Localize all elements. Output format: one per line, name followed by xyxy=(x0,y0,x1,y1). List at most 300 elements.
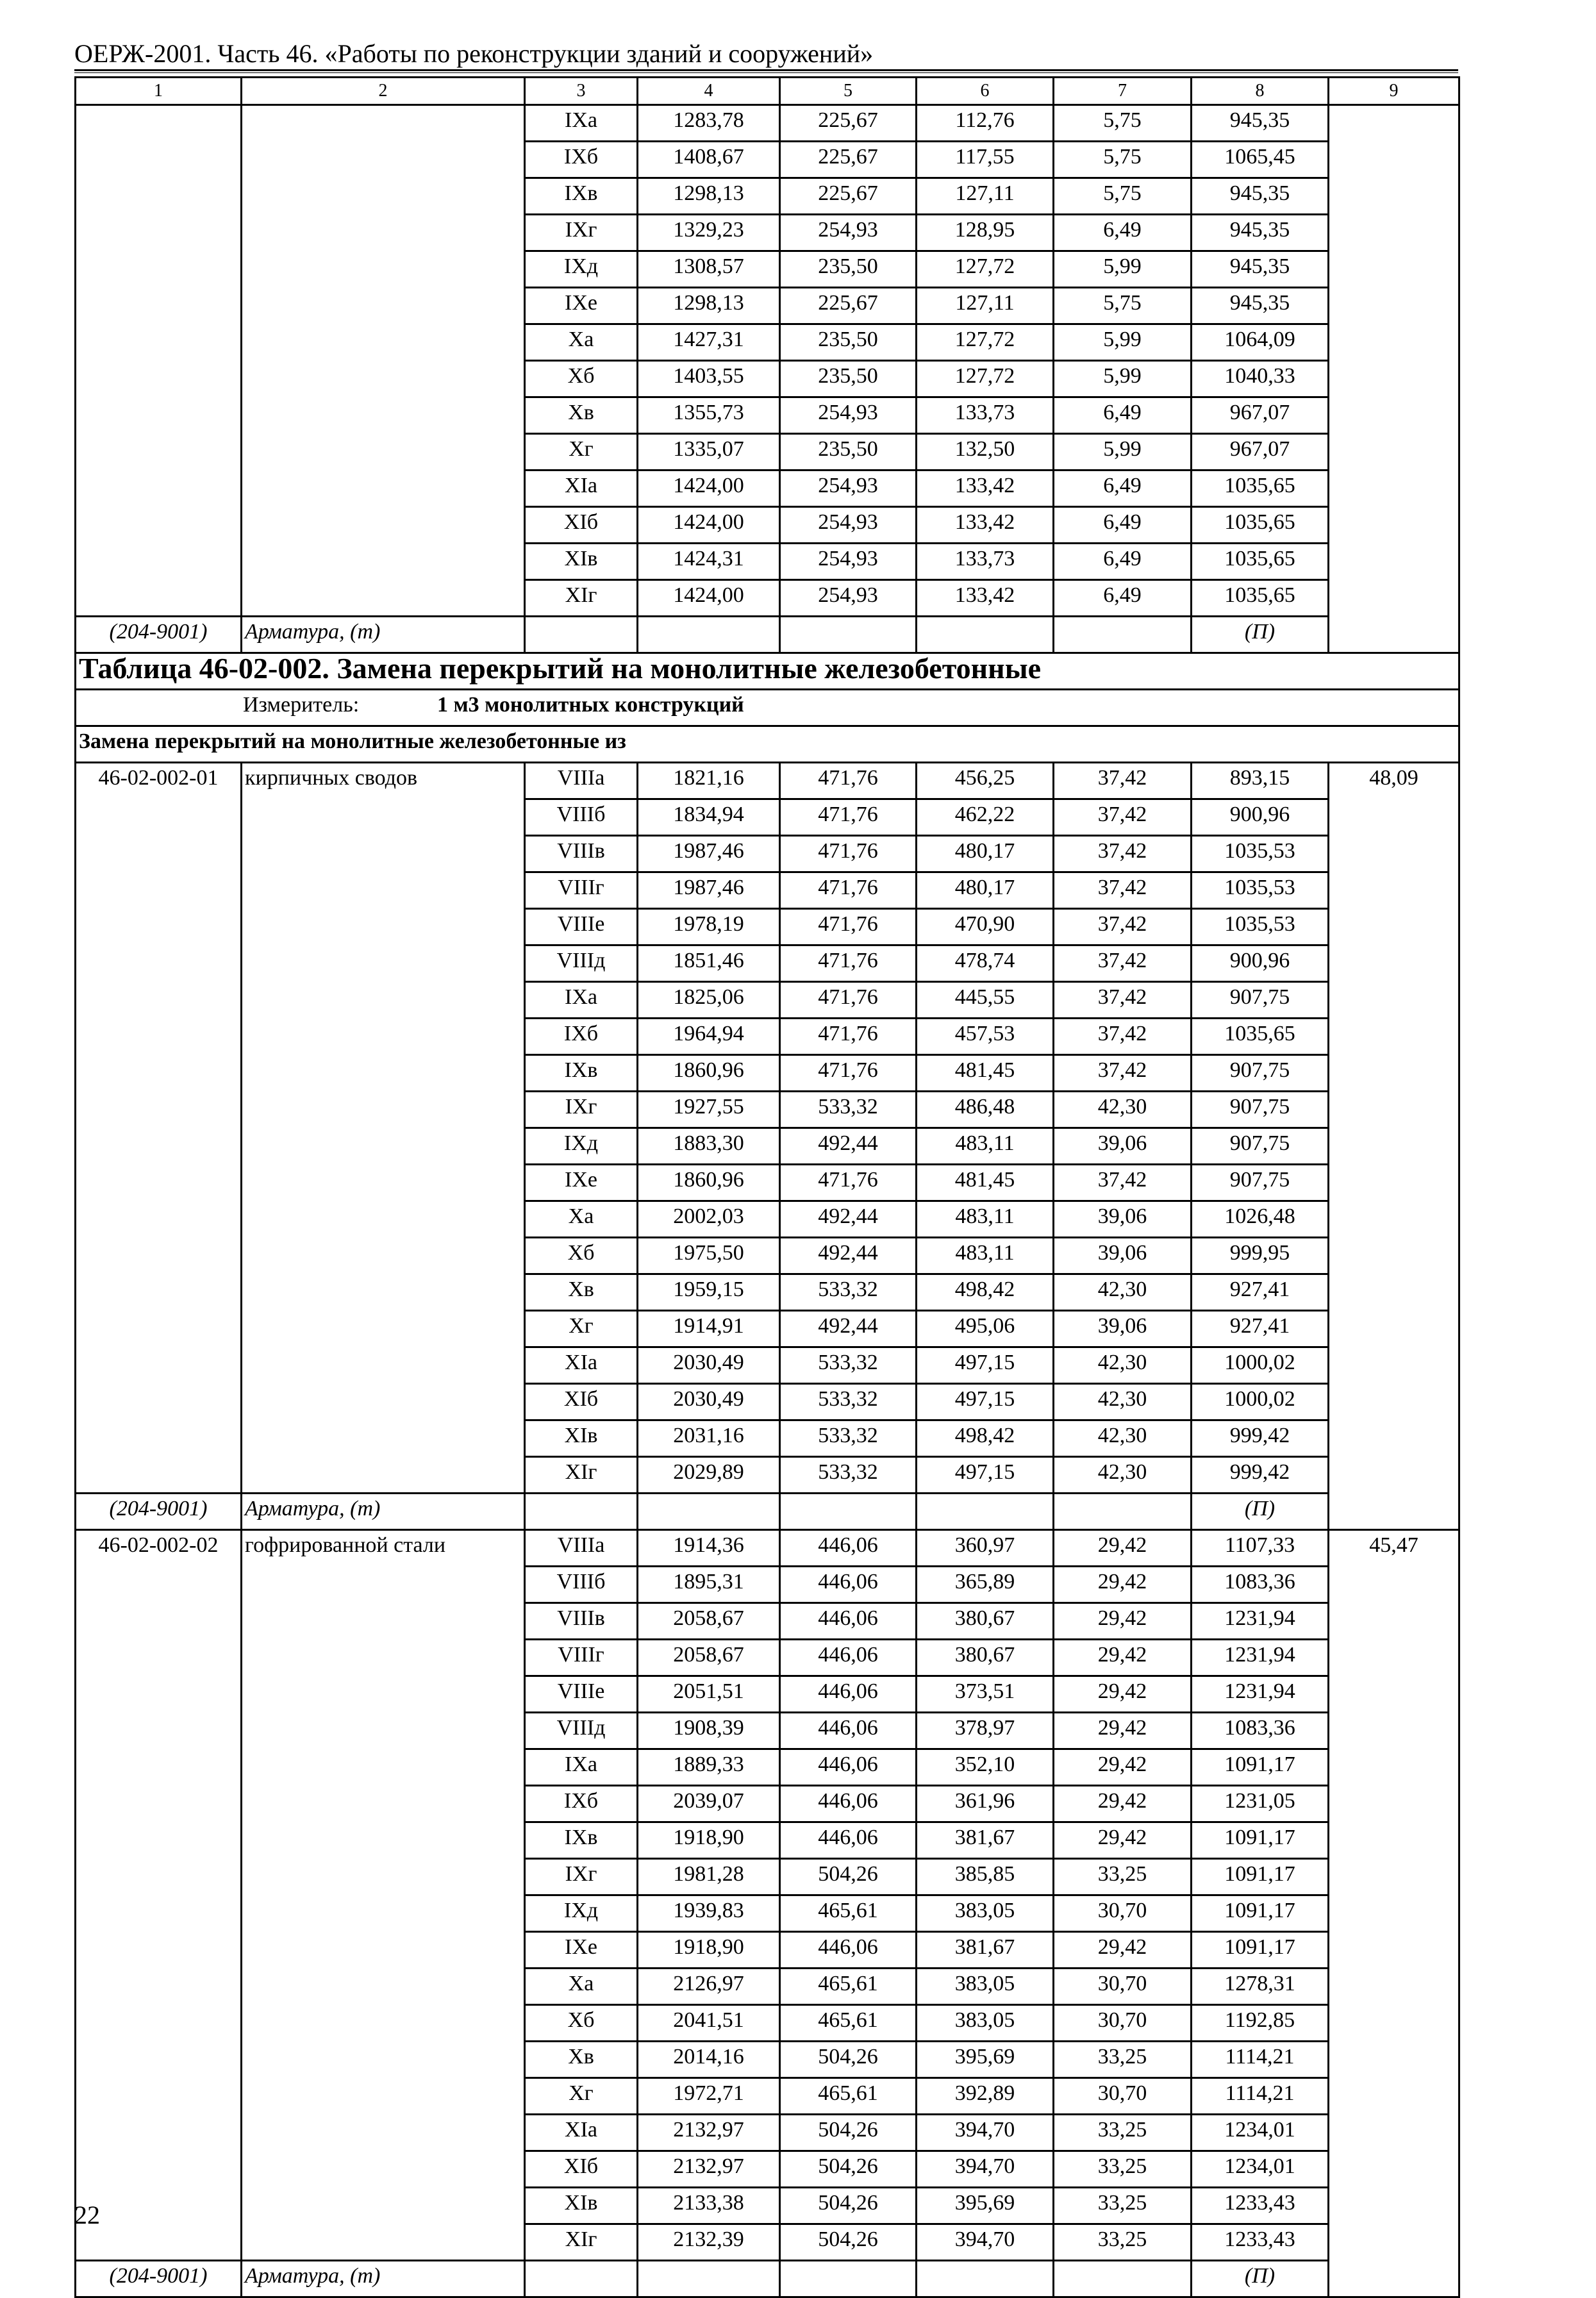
value-cell: 2041,51 xyxy=(638,2005,780,2042)
zone-cell: IXв xyxy=(525,1822,638,1859)
value-cell: 1035,65 xyxy=(1192,544,1329,580)
value-cell: 5,75 xyxy=(1054,178,1192,215)
value-cell: 504,26 xyxy=(780,2115,917,2151)
value-cell: 1065,45 xyxy=(1192,142,1329,178)
header-rule-thin xyxy=(74,72,1458,73)
value-cell: 33,25 xyxy=(1054,1859,1192,1895)
value-cell: 1091,17 xyxy=(1192,1859,1329,1895)
value-cell: 254,93 xyxy=(780,507,917,544)
value-cell: 127,11 xyxy=(917,288,1054,324)
value-cell: 29,42 xyxy=(1054,1822,1192,1859)
value-cell: 471,76 xyxy=(780,872,917,909)
value-cell: 1927,55 xyxy=(638,1092,780,1128)
value-cell: 5,75 xyxy=(1054,288,1192,324)
zone-cell: Xа xyxy=(525,324,638,361)
meter-label: Измеритель: xyxy=(243,693,360,717)
value-cell: 39,06 xyxy=(1054,1201,1192,1238)
zone-cell: Xг xyxy=(525,1311,638,1347)
value-cell: 446,06 xyxy=(780,1640,917,1676)
page-number: 22 xyxy=(74,2201,100,2229)
zone-cell: VIIIв xyxy=(525,836,638,872)
value-cell: 127,72 xyxy=(917,324,1054,361)
material-row xyxy=(76,1494,1459,1530)
value-cell: 254,93 xyxy=(780,544,917,580)
value-cell: 29,42 xyxy=(1054,1749,1192,1786)
value-cell: 2002,03 xyxy=(638,1201,780,1238)
zone-cell: Xв xyxy=(525,397,638,434)
value-cell: 6,49 xyxy=(1054,215,1192,251)
value-cell: 225,67 xyxy=(780,105,917,142)
value-cell: 1000,02 xyxy=(1192,1347,1329,1384)
value-cell: 2031,16 xyxy=(638,1420,780,1457)
value-cell: 483,11 xyxy=(917,1238,1054,1274)
value-cell: 498,42 xyxy=(917,1274,1054,1311)
empty-cell xyxy=(917,617,1054,653)
material-code: (204-9001) xyxy=(76,2261,242,2297)
value-cell: 2133,38 xyxy=(638,2188,780,2224)
empty-cell xyxy=(525,1494,638,1530)
table-row xyxy=(76,105,1459,142)
value-cell: 29,42 xyxy=(1054,1676,1192,1713)
value-cell: 1408,67 xyxy=(638,142,780,178)
work-name: гофрированной стали xyxy=(242,1530,525,2261)
value-cell: 1035,65 xyxy=(1192,1019,1329,1055)
value-cell: 1978,19 xyxy=(638,909,780,945)
labor-cost: 48,09 xyxy=(1329,763,1459,1530)
empty-cell xyxy=(917,1494,1054,1530)
column-number: 5 xyxy=(780,78,917,105)
table-body xyxy=(76,78,1459,2297)
value-cell: 1231,94 xyxy=(1192,1603,1329,1640)
value-cell: 445,55 xyxy=(917,982,1054,1019)
zone-cell: IXа xyxy=(525,1749,638,1786)
value-cell: 254,93 xyxy=(780,470,917,507)
value-cell: 1424,00 xyxy=(638,507,780,544)
zone-cell: XIг xyxy=(525,2224,638,2261)
value-cell: 470,90 xyxy=(917,909,1054,945)
empty-cell xyxy=(780,2261,917,2297)
value-cell: 37,42 xyxy=(1054,799,1192,836)
value-cell: 1035,53 xyxy=(1192,836,1329,872)
value-cell: 1987,46 xyxy=(638,836,780,872)
zone-cell: IXд xyxy=(525,251,638,288)
value-cell: 37,42 xyxy=(1054,872,1192,909)
column-number: 3 xyxy=(525,78,638,105)
zone-cell: XIв xyxy=(525,544,638,580)
empty-cell xyxy=(638,617,780,653)
value-cell: 471,76 xyxy=(780,799,917,836)
zone-cell: VIIIе xyxy=(525,1676,638,1713)
work-name: кирпичных сводов xyxy=(242,763,525,1494)
zone-cell: IXе xyxy=(525,288,638,324)
value-cell: 999,95 xyxy=(1192,1238,1329,1274)
material-name: Арматура, (т) xyxy=(242,1494,525,1530)
value-cell: 446,06 xyxy=(780,1749,917,1786)
zone-cell: VIIIа xyxy=(525,1530,638,1567)
value-cell: 6,49 xyxy=(1054,544,1192,580)
value-cell: 254,93 xyxy=(780,580,917,617)
value-cell: 1091,17 xyxy=(1192,1932,1329,1969)
value-cell: 999,42 xyxy=(1192,1457,1329,1494)
material-flag: (П) xyxy=(1192,2261,1329,2297)
value-cell: 471,76 xyxy=(780,763,917,799)
labor-cost xyxy=(1329,105,1459,653)
value-cell: 127,72 xyxy=(917,251,1054,288)
value-cell: 1860,96 xyxy=(638,1165,780,1201)
value-cell: 1298,13 xyxy=(638,288,780,324)
value-cell: 1889,33 xyxy=(638,1749,780,1786)
value-cell: 497,15 xyxy=(917,1384,1054,1420)
value-cell: 1035,65 xyxy=(1192,470,1329,507)
value-cell: 235,50 xyxy=(780,361,917,397)
value-cell: 37,42 xyxy=(1054,909,1192,945)
value-cell: 29,42 xyxy=(1054,1530,1192,1567)
labor-cost: 45,47 xyxy=(1329,1530,1459,2297)
value-cell: 1329,23 xyxy=(638,215,780,251)
rate-code xyxy=(76,105,242,617)
value-cell: 1914,36 xyxy=(638,1530,780,1567)
value-cell: 33,25 xyxy=(1054,2188,1192,2224)
value-cell: 504,26 xyxy=(780,2188,917,2224)
value-cell: 497,15 xyxy=(917,1347,1054,1384)
zone-cell: XIа xyxy=(525,1347,638,1384)
value-cell: 132,50 xyxy=(917,434,1054,470)
value-cell: 127,72 xyxy=(917,361,1054,397)
value-cell: 29,42 xyxy=(1054,1567,1192,1603)
value-cell: 1114,21 xyxy=(1192,2042,1329,2078)
value-cell: 33,25 xyxy=(1054,2115,1192,2151)
material-row xyxy=(76,617,1459,653)
zone-cell: Xб xyxy=(525,361,638,397)
value-cell: 254,93 xyxy=(780,215,917,251)
zone-cell: Xв xyxy=(525,2042,638,2078)
value-cell: 2058,67 xyxy=(638,1603,780,1640)
zone-cell: IXе xyxy=(525,1165,638,1201)
value-cell: 900,96 xyxy=(1192,799,1329,836)
value-cell: 1091,17 xyxy=(1192,1895,1329,1932)
value-cell: 37,42 xyxy=(1054,1165,1192,1201)
value-cell: 1355,73 xyxy=(638,397,780,434)
value-cell: 471,76 xyxy=(780,1055,917,1092)
zone-cell: VIIIб xyxy=(525,799,638,836)
zone-cell: IXд xyxy=(525,1128,638,1165)
value-cell: 378,97 xyxy=(917,1713,1054,1749)
value-cell: 1972,71 xyxy=(638,2078,780,2115)
value-cell: 945,35 xyxy=(1192,251,1329,288)
zone-cell: Xг xyxy=(525,434,638,470)
value-cell: 37,42 xyxy=(1054,763,1192,799)
zone-cell: Xа xyxy=(525,1969,638,2005)
zone-cell: XIб xyxy=(525,507,638,544)
value-cell: 462,22 xyxy=(917,799,1054,836)
value-cell: 5,99 xyxy=(1054,251,1192,288)
value-cell: 446,06 xyxy=(780,1567,917,1603)
value-cell: 967,07 xyxy=(1192,434,1329,470)
value-cell: 497,15 xyxy=(917,1457,1054,1494)
zone-cell: Xг xyxy=(525,2078,638,2115)
value-cell: 5,99 xyxy=(1054,434,1192,470)
zone-cell: VIIIа xyxy=(525,763,638,799)
value-cell: 471,76 xyxy=(780,836,917,872)
value-cell: 492,44 xyxy=(780,1128,917,1165)
value-cell: 492,44 xyxy=(780,1238,917,1274)
value-cell: 394,70 xyxy=(917,2115,1054,2151)
empty-cell xyxy=(780,1494,917,1530)
value-cell: 1908,39 xyxy=(638,1713,780,1749)
value-cell: 1233,43 xyxy=(1192,2224,1329,2261)
value-cell: 533,32 xyxy=(780,1347,917,1384)
value-cell: 1234,01 xyxy=(1192,2151,1329,2188)
value-cell: 1424,31 xyxy=(638,544,780,580)
page-header: ОЕРЖ-2001. Часть 46. «Работы по реконструкции зданий и сооружений» xyxy=(74,39,874,68)
value-cell: 478,74 xyxy=(917,945,1054,982)
value-cell: 927,41 xyxy=(1192,1311,1329,1347)
value-cell: 42,30 xyxy=(1054,1274,1192,1311)
zone-cell: VIIIд xyxy=(525,1713,638,1749)
value-cell: 1981,28 xyxy=(638,1859,780,1895)
table-title-row xyxy=(76,653,1459,690)
zone-cell: Xв xyxy=(525,1274,638,1311)
value-cell: 533,32 xyxy=(780,1457,917,1494)
value-cell: 492,44 xyxy=(780,1201,917,1238)
value-cell: 446,06 xyxy=(780,1713,917,1749)
value-cell: 1035,53 xyxy=(1192,909,1329,945)
value-cell: 465,61 xyxy=(780,2078,917,2115)
column-number: 2 xyxy=(242,78,525,105)
value-cell: 5,99 xyxy=(1054,361,1192,397)
empty-cell xyxy=(1054,2261,1192,2297)
material-code: (204-9001) xyxy=(76,1494,242,1530)
column-number: 1 xyxy=(76,78,242,105)
value-cell: 33,25 xyxy=(1054,2151,1192,2188)
value-cell: 30,70 xyxy=(1054,2005,1192,2042)
value-cell: 2030,49 xyxy=(638,1347,780,1384)
value-cell: 133,42 xyxy=(917,507,1054,544)
value-cell: 380,67 xyxy=(917,1603,1054,1640)
value-cell: 945,35 xyxy=(1192,215,1329,251)
value-cell: 6,49 xyxy=(1054,470,1192,507)
value-cell: 471,76 xyxy=(780,1019,917,1055)
value-cell: 483,11 xyxy=(917,1201,1054,1238)
rates-table xyxy=(74,76,1460,2298)
value-cell: 1883,30 xyxy=(638,1128,780,1165)
value-cell: 1035,65 xyxy=(1192,507,1329,544)
zone-cell: IXв xyxy=(525,178,638,215)
value-cell: 446,06 xyxy=(780,1530,917,1567)
value-cell: 1107,33 xyxy=(1192,1530,1329,1567)
value-cell: 498,42 xyxy=(917,1420,1054,1457)
value-cell: 29,42 xyxy=(1054,1640,1192,1676)
value-cell: 392,89 xyxy=(917,2078,1054,2115)
empty-cell xyxy=(525,617,638,653)
value-cell: 495,06 xyxy=(917,1311,1054,1347)
zone-cell: XIв xyxy=(525,1420,638,1457)
value-cell: 1918,90 xyxy=(638,1932,780,1969)
value-cell: 1234,01 xyxy=(1192,2115,1329,2151)
value-cell: 1026,48 xyxy=(1192,1201,1329,1238)
value-cell: 1914,91 xyxy=(638,1311,780,1347)
zone-cell: VIIIе xyxy=(525,909,638,945)
value-cell: 39,06 xyxy=(1054,1128,1192,1165)
value-cell: 486,48 xyxy=(917,1092,1054,1128)
material-name: Арматура, (т) xyxy=(242,2261,525,2297)
column-number: 4 xyxy=(638,78,780,105)
value-cell: 471,76 xyxy=(780,1165,917,1201)
value-cell: 42,30 xyxy=(1054,1092,1192,1128)
value-cell: 1427,31 xyxy=(638,324,780,361)
value-cell: 907,75 xyxy=(1192,1128,1329,1165)
value-cell: 37,42 xyxy=(1054,982,1192,1019)
rate-code: 46-02-002-01 xyxy=(76,763,242,1494)
value-cell: 37,42 xyxy=(1054,836,1192,872)
value-cell: 383,05 xyxy=(917,1969,1054,2005)
value-cell: 1959,15 xyxy=(638,1274,780,1311)
value-cell: 1975,50 xyxy=(638,1238,780,1274)
value-cell: 133,73 xyxy=(917,397,1054,434)
value-cell: 127,11 xyxy=(917,178,1054,215)
value-cell: 533,32 xyxy=(780,1092,917,1128)
value-cell: 492,44 xyxy=(780,1311,917,1347)
value-cell: 1987,46 xyxy=(638,872,780,909)
value-cell: 1231,94 xyxy=(1192,1640,1329,1676)
meter-value: 1 м3 монолитных конструкций xyxy=(437,693,744,717)
value-cell: 380,67 xyxy=(917,1640,1054,1676)
value-cell: 1114,21 xyxy=(1192,2078,1329,2115)
empty-cell xyxy=(638,2261,780,2297)
value-cell: 999,42 xyxy=(1192,1420,1329,1457)
value-cell: 42,30 xyxy=(1054,1420,1192,1457)
zone-cell: IXб xyxy=(525,142,638,178)
value-cell: 481,45 xyxy=(917,1055,1054,1092)
value-cell: 381,67 xyxy=(917,1822,1054,1859)
value-cell: 112,76 xyxy=(917,105,1054,142)
zone-cell: XIа xyxy=(525,2115,638,2151)
value-cell: 907,75 xyxy=(1192,1092,1329,1128)
value-cell: 907,75 xyxy=(1192,982,1329,1019)
value-cell: 1083,36 xyxy=(1192,1567,1329,1603)
meter-row xyxy=(76,690,1459,726)
zone-cell: XIг xyxy=(525,1457,638,1494)
value-cell: 225,67 xyxy=(780,142,917,178)
value-cell: 1283,78 xyxy=(638,105,780,142)
zone-cell: IXв xyxy=(525,1055,638,1092)
value-cell: 1064,09 xyxy=(1192,324,1329,361)
material-name: Арматура, (т) xyxy=(242,617,525,653)
zone-cell: IXг xyxy=(525,215,638,251)
value-cell: 446,06 xyxy=(780,1786,917,1822)
table-title: Таблица 46-02-002. Замена перекрытий на монолитные железобетонные xyxy=(76,653,1459,690)
zone-cell: IXб xyxy=(525,1786,638,1822)
material-code: (204-9001) xyxy=(76,617,242,653)
zone-cell: VIIIд xyxy=(525,945,638,982)
value-cell: 504,26 xyxy=(780,1859,917,1895)
value-cell: 5,99 xyxy=(1054,324,1192,361)
value-cell: 39,06 xyxy=(1054,1311,1192,1347)
value-cell: 1335,07 xyxy=(638,434,780,470)
zone-cell: IXд xyxy=(525,1895,638,1932)
value-cell: 373,51 xyxy=(917,1676,1054,1713)
value-cell: 1403,55 xyxy=(638,361,780,397)
value-cell: 481,45 xyxy=(917,1165,1054,1201)
value-cell: 907,75 xyxy=(1192,1165,1329,1201)
column-number: 6 xyxy=(917,78,1054,105)
value-cell: 30,70 xyxy=(1054,2078,1192,2115)
value-cell: 1231,94 xyxy=(1192,1676,1329,1713)
value-cell: 133,42 xyxy=(917,470,1054,507)
value-cell: 5,75 xyxy=(1054,142,1192,178)
value-cell: 1424,00 xyxy=(638,470,780,507)
value-cell: 2029,89 xyxy=(638,1457,780,1494)
table-row xyxy=(76,763,1459,799)
material-flag: (П) xyxy=(1192,1494,1329,1530)
value-cell: 533,32 xyxy=(780,1420,917,1457)
zone-cell: VIIIг xyxy=(525,1640,638,1676)
value-cell: 900,96 xyxy=(1192,945,1329,982)
value-cell: 1821,16 xyxy=(638,763,780,799)
value-cell: 456,25 xyxy=(917,763,1054,799)
value-cell: 42,30 xyxy=(1054,1347,1192,1384)
value-cell: 1895,31 xyxy=(638,1567,780,1603)
value-cell: 1231,05 xyxy=(1192,1786,1329,1822)
value-cell: 128,95 xyxy=(917,215,1054,251)
value-cell: 360,97 xyxy=(917,1530,1054,1567)
material-row xyxy=(76,2261,1459,2297)
zone-cell: XIб xyxy=(525,1384,638,1420)
value-cell: 117,55 xyxy=(917,142,1054,178)
value-cell: 2058,67 xyxy=(638,1640,780,1676)
value-cell: 395,69 xyxy=(917,2188,1054,2224)
value-cell: 383,05 xyxy=(917,1895,1054,1932)
value-cell: 945,35 xyxy=(1192,178,1329,215)
value-cell: 225,67 xyxy=(780,288,917,324)
empty-cell xyxy=(525,2261,638,2297)
zone-cell: XIг xyxy=(525,580,638,617)
zone-cell: IXа xyxy=(525,982,638,1019)
empty-cell xyxy=(780,617,917,653)
value-cell: 39,06 xyxy=(1054,1238,1192,1274)
value-cell: 235,50 xyxy=(780,434,917,470)
value-cell: 2039,07 xyxy=(638,1786,780,1822)
zone-cell: IXе xyxy=(525,1932,638,1969)
value-cell: 1091,17 xyxy=(1192,1749,1329,1786)
value-cell: 533,32 xyxy=(780,1274,917,1311)
value-cell: 927,41 xyxy=(1192,1274,1329,1311)
value-cell: 30,70 xyxy=(1054,1969,1192,2005)
value-cell: 2132,39 xyxy=(638,2224,780,2261)
value-cell: 29,42 xyxy=(1054,1603,1192,1640)
value-cell: 381,67 xyxy=(917,1932,1054,1969)
column-number: 8 xyxy=(1192,78,1329,105)
section-row xyxy=(76,726,1459,763)
zone-cell: IXб xyxy=(525,1019,638,1055)
value-cell: 225,67 xyxy=(780,178,917,215)
value-cell: 1083,36 xyxy=(1192,1713,1329,1749)
value-cell: 471,76 xyxy=(780,982,917,1019)
zone-cell: VIIIг xyxy=(525,872,638,909)
value-cell: 352,10 xyxy=(917,1749,1054,1786)
value-cell: 2051,51 xyxy=(638,1676,780,1713)
value-cell: 30,70 xyxy=(1054,1895,1192,1932)
empty-cell xyxy=(917,2261,1054,2297)
empty-cell xyxy=(1054,1494,1192,1530)
value-cell: 235,50 xyxy=(780,324,917,361)
value-cell: 385,85 xyxy=(917,1859,1054,1895)
value-cell: 1834,94 xyxy=(638,799,780,836)
zone-cell: Xа xyxy=(525,1201,638,1238)
zone-cell: XIб xyxy=(525,2151,638,2188)
value-cell: 893,15 xyxy=(1192,763,1329,799)
value-cell: 446,06 xyxy=(780,1932,917,1969)
